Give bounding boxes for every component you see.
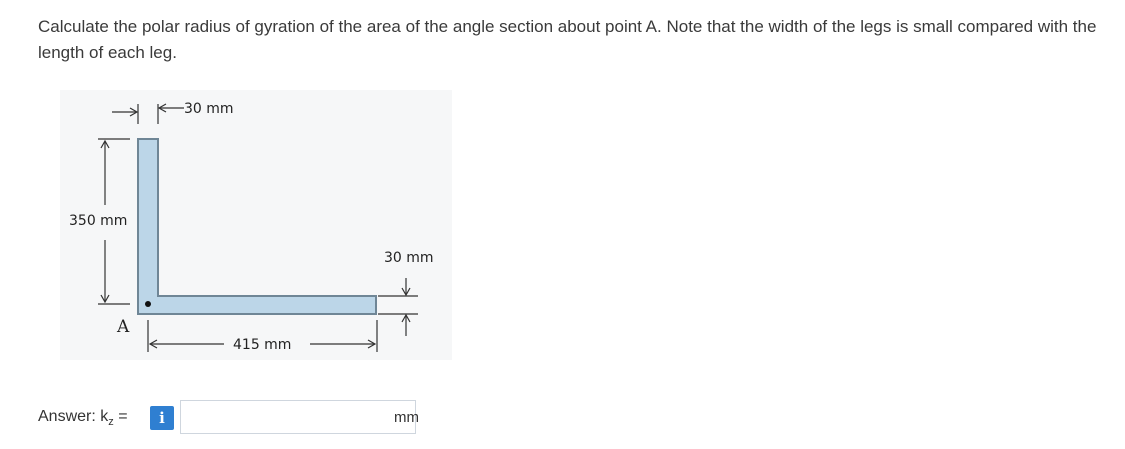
answer-input[interactable] xyxy=(180,400,416,434)
right-thickness-label: 30 mm xyxy=(384,250,434,266)
answer-label-suffix: = xyxy=(113,408,128,425)
question-text: Calculate the polar radius of gyration of the area of the angle section about point A. Note that the width of the legs is small compared with the length of each leg. xyxy=(38,17,1097,62)
answer-label-prefix: Answer: k xyxy=(38,408,109,425)
height-label: 350 mm xyxy=(69,213,128,229)
answer-label xyxy=(38,408,128,428)
top-width-label: 30 mm xyxy=(184,101,234,117)
answer-label-subscript: z xyxy=(108,416,114,429)
point-a-dot xyxy=(145,301,151,307)
bottom-length-label: 415 mm xyxy=(233,337,292,353)
point-a-label: A xyxy=(117,317,130,337)
answer-row xyxy=(38,398,538,438)
answer-unit: mm xyxy=(394,409,419,426)
info-icon[interactable]: i xyxy=(150,406,174,430)
